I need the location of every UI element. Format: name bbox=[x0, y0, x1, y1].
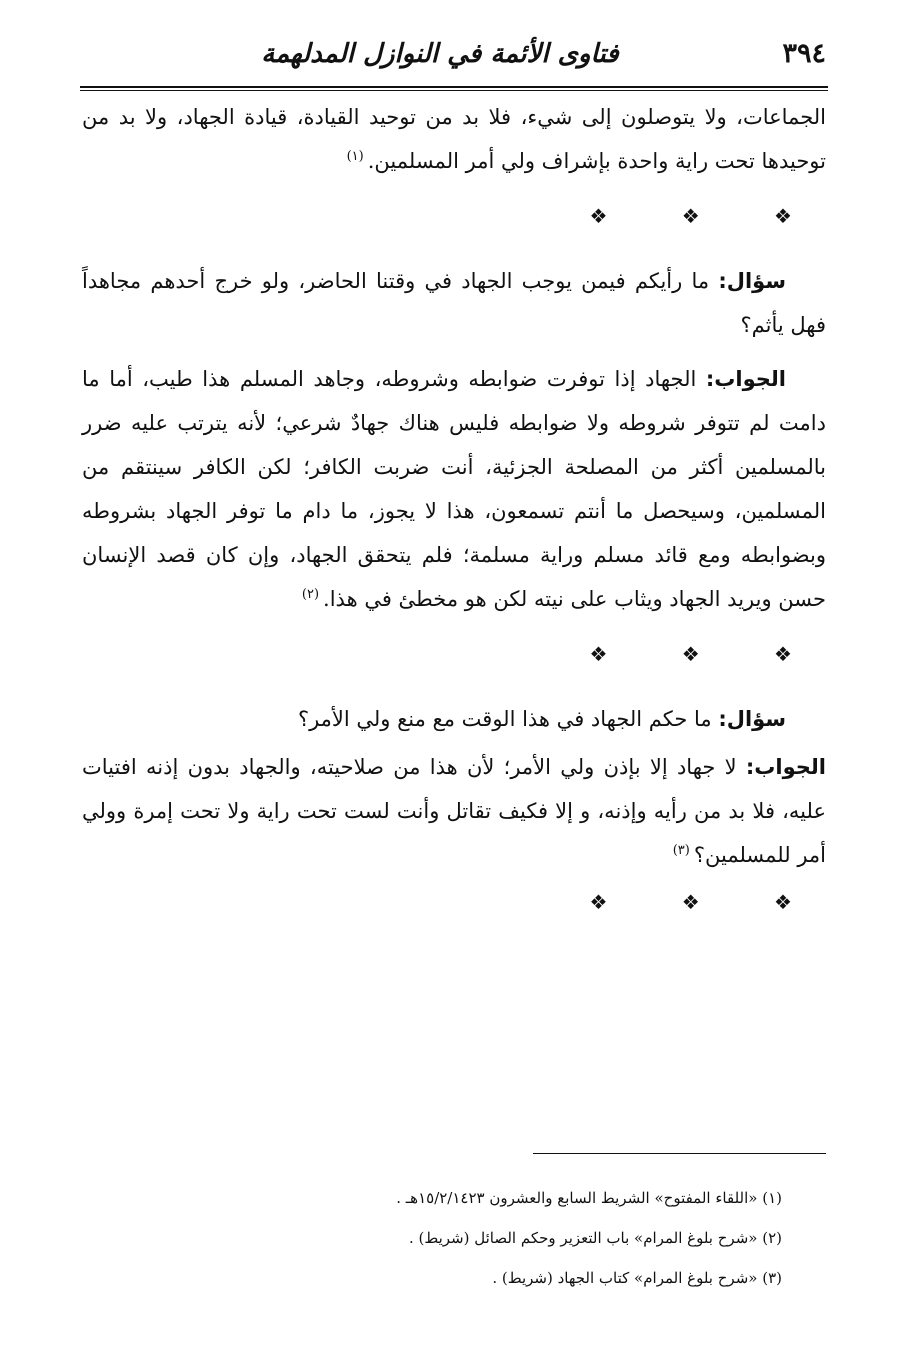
footnote-1: (١) «اللقاء المفتوح» الشريط السابع والعشرون ١٥/٢/١٤٢٣هـ . bbox=[396, 1189, 782, 1207]
question-1 bbox=[82, 259, 826, 347]
page-number: ٣٩٤ bbox=[782, 38, 826, 69]
footnote-ref-1: (١) bbox=[346, 149, 364, 164]
answer-label: الجواب: bbox=[705, 367, 786, 391]
section-separator: ❖ ❖ ❖ bbox=[589, 204, 826, 228]
question-text: ما رأيكم فيمن يوجب الجهاد في وقتنا الحاضر، ولو خرج أحدهم مجاهداً فهل يأثم؟ bbox=[82, 269, 826, 337]
answer-text: الجهاد إذا توفرت ضوابطه وشروطه، وجاهد المسلم هذا طيب، أما ما دامت لم تتوفر شروطه ولا ضوابطه فليس هناك جهادٌ شرعي؛ لأنه يترتب عليه ضرر بالمسلمين أكثر من المصلحة الجزئية، أنت ضربت الكافر؛ لكن الكافر سينتقم من المسلمين، وسيحصل ما أنتم تسمعون، هذا لا يجوز، ما دام ما توفر الجهاد بشروطه وبضوابطه ومع قائد مسلم وراية مسلمة؛ فلم يتحقق الجهاد، وإن كان قصد الإنسان حسن ويريد الجهاد ويثاب على نيته لكن هو مخطئ في هذا. bbox=[82, 367, 826, 611]
header-rule bbox=[80, 86, 828, 88]
footnote-ref-3: (٣) bbox=[672, 843, 690, 858]
header-rule-thin bbox=[80, 90, 828, 91]
footnotes bbox=[82, 1178, 782, 1298]
question-2 bbox=[82, 697, 826, 741]
question-label: سؤال: bbox=[718, 269, 786, 293]
section-separator: ❖ ❖ ❖ bbox=[589, 642, 826, 666]
footnote-ref-2: (٢) bbox=[301, 587, 320, 602]
section-separator: ❖ ❖ ❖ bbox=[589, 890, 826, 914]
answer-1 bbox=[82, 357, 826, 621]
question-text: ما حكم الجهاد في هذا الوقت مع منع ولي الأمر؟ bbox=[297, 707, 719, 731]
footnote-3: (٣) «شرح بلوغ المرام» كتاب الجهاد (شريط) . bbox=[492, 1269, 782, 1287]
answer-2 bbox=[82, 745, 826, 877]
question-label: سؤال: bbox=[718, 707, 786, 731]
footnote-2: (٢) «شرح بلوغ المرام» باب التعزير وحكم الصائل (شريط) . bbox=[408, 1229, 782, 1247]
paragraph-text: الجماعات، ولا يتوصلون إلى شيء، فلا بد من توحيد القيادة، قيادة الجهاد، ولا بد من توحيدها تحت راية واحدة بإشراف ولي أمر المسلمين. bbox=[82, 105, 826, 173]
main-text bbox=[82, 95, 826, 945]
continued-paragraph bbox=[82, 95, 826, 183]
answer-label: الجواب: bbox=[745, 755, 826, 779]
running-title: فتاوى الأئمة في النوازل المدلهمة bbox=[261, 39, 619, 69]
answer-text: لا جهاد إلا بإذن ولي الأمر؛ لأن هذا من صلاحيته، والجهاد بدون إذنه افتيات عليه، فلا بد من رأيه وإذنه، و إلا فكيف تقاتل وأنت لست تحت راية ولا تحت إمرة وولي أمر للمسلمين؟ bbox=[82, 755, 826, 867]
footnote-rule bbox=[533, 1153, 826, 1154]
